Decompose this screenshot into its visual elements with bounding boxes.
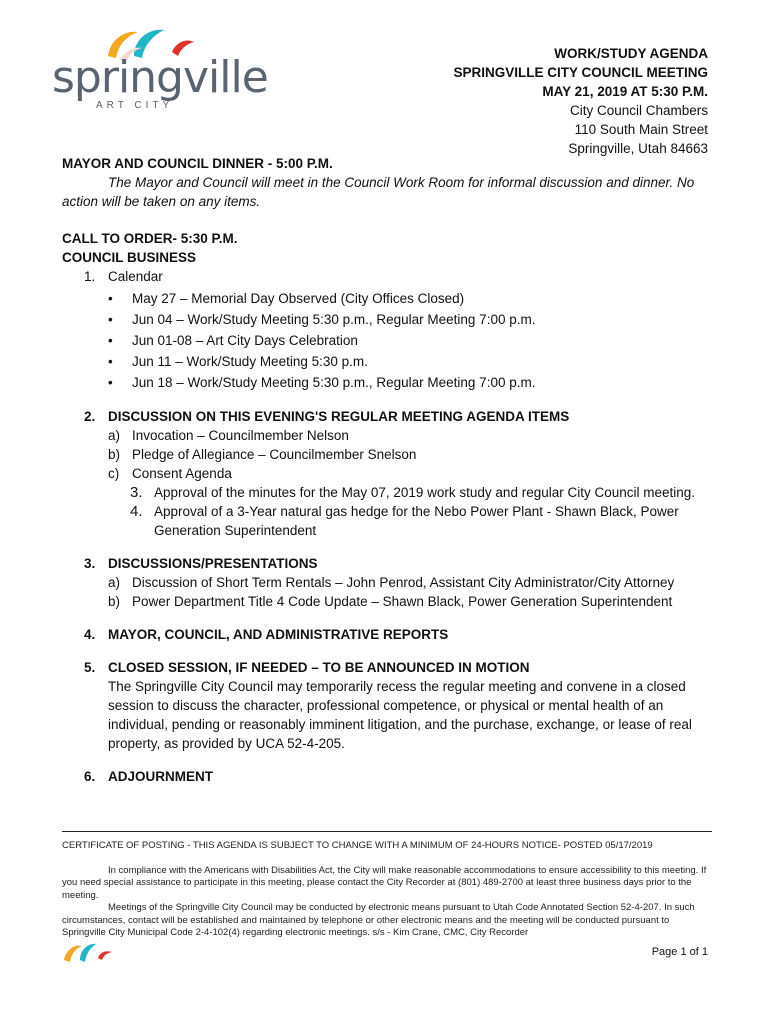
item-number: 4.: [84, 627, 96, 642]
consent-item-gas-hedge: 4. Approval of a 3-Year natural gas hedge for the Nebo Power Plant - Shawn Black, Power Generation Superintendent: [130, 503, 679, 538]
bullet-icon: •: [108, 312, 113, 327]
item-title: ADJOURNMENT: [108, 769, 214, 784]
closed-session-text: The Springville City Council may temporarily recess the regular meeting and convene in a closed session to discuss the character, professional competence, or physical or mental health of an individual, pending or reasonably imminent litigation, and the purchase, exchange, or lease of real property, as provided by UCA 52-4-205.: [108, 679, 692, 751]
bullet-icon: •: [108, 291, 113, 306]
subitem-invocation: a) Invocation – Councilmember Nelson: [108, 428, 349, 443]
calendar-list: [62, 288, 712, 393]
agenda-item-closed-session: [62, 658, 712, 677]
logo-subtitle: ART CITY: [96, 100, 174, 111]
agenda-item-adjournment: [62, 767, 712, 786]
agenda-item-calendar: [62, 267, 712, 286]
agenda-body: [62, 154, 712, 786]
subitem-short-term-rentals: a) Discussion of Short Term Rentals – John Penrod, Assistant City Administrator/City Attorney: [108, 575, 675, 590]
bullet-icon: •: [108, 375, 113, 390]
council-business-heading: COUNCIL BUSINESS: [62, 250, 197, 265]
springville-logo: [50, 26, 290, 116]
list-item: • Jun 04 – Work/Study Meeting 5:30 p.m., Regular Meeting 7:00 p.m.: [108, 309, 712, 330]
agenda-item-presentations: [62, 554, 712, 573]
meeting-city: Springville, Utah 84663: [568, 141, 708, 156]
item-number: 3.: [84, 556, 96, 571]
meeting-name: SPRINGVILLE CITY COUNCIL MEETING: [453, 65, 708, 80]
ada-notice: In compliance with the Americans with Disabilities Act, the City will make reasonable accommodations to ensure accessibility to this meeting. If you need special assistance to participate in this meeting, please contact the City Recorder at (801) 489-2700 at least three business days prior to the meeting.: [62, 864, 707, 901]
footer: [62, 840, 712, 940]
consent-items: [62, 483, 712, 540]
meeting-address: 110 South Main Street: [574, 122, 708, 137]
agenda-item-reports: [62, 625, 712, 644]
dinner-text: The Mayor and Council will meet in the Council Work Room for informal discussion and dinner. No action will be taken on any items.: [62, 175, 695, 209]
presentation-subitems: [62, 573, 712, 611]
item-number: 2.: [84, 409, 96, 424]
call-to-order: CALL TO ORDER- 5:30 P.M.: [62, 231, 238, 246]
dinner-heading: MAYOR AND COUNCIL DINNER - 5:00 P.M.: [62, 156, 333, 171]
item-number: 1.: [84, 269, 96, 284]
item-number: 5.: [84, 660, 96, 675]
agenda-header: [453, 44, 708, 158]
item-title: CLOSED SESSION, IF NEEDED – TO BE ANNOUNCED IN MOTION: [108, 660, 530, 675]
subitem-pledge: b) Pledge of Allegiance – Councilmember Snelson: [108, 447, 417, 462]
subitem-consent: c) Consent Agenda: [108, 466, 232, 481]
discussion-subitems: [62, 426, 712, 483]
bullet-icon: •: [108, 333, 113, 348]
meeting-location: City Council Chambers: [569, 103, 708, 118]
certificate-of-posting: CERTIFICATE OF POSTING - THIS AGENDA IS SUBJECT TO CHANGE WITH A MINIMUM OF 24-HOURS NOTICE- POSTED 05/17/2019: [62, 840, 653, 851]
page-number: Page 1 of 1: [651, 946, 708, 958]
subitem-power-code: b) Power Department Title 4 Code Update – Shawn Black, Power Generation Superintendent: [108, 594, 673, 609]
agenda-item-discussion: [62, 407, 712, 426]
list-item: • Jun 01-08 – Art City Days Celebration: [108, 330, 712, 351]
list-item: • May 27 – Memorial Day Observed (City Offices Closed): [108, 288, 712, 309]
meeting-date: MAY 21, 2019 AT 5:30 P.M.: [542, 84, 708, 99]
item-title: DISCUSSIONS/PRESENTATIONS: [108, 556, 318, 571]
item-title: Calendar: [108, 269, 163, 284]
logo-wordmark: springville: [52, 52, 268, 103]
consent-item-minutes: 3. Approval of the minutes for the May 07, 2019 work study and regular City Council meeting.: [130, 484, 696, 501]
list-item: • Jun 11 – Work/Study Meeting 5:30 p.m.: [108, 351, 712, 372]
agenda-type: WORK/STUDY AGENDA: [554, 46, 708, 61]
electronic-meeting-notice: Meetings of the Springville City Council may be conducted by electronic means pursuant to Utah Code Annotated Section 52-4-207. In such circumstances, contact will be established and maintained by telephone or other electronic means and the meeting will be conducted pursuant to Springville City Municipal Code 2-4-102(4) regarding electronic meetings. s/s - Kim Crane, CMC, City Recorder: [62, 902, 695, 938]
footer-logo-icon: [62, 942, 114, 969]
bullet-icon: •: [108, 354, 113, 369]
list-item: • Jun 18 – Work/Study Meeting 5:30 p.m., Regular Meeting 7:00 p.m.: [108, 372, 712, 393]
item-title: MAYOR, COUNCIL, AND ADMINISTRATIVE REPORTS: [108, 627, 449, 642]
item-title: DISCUSSION ON THIS EVENING'S REGULAR MEETING AGENDA ITEMS: [108, 409, 570, 424]
item-number: 6.: [84, 769, 96, 784]
footer-divider: [62, 831, 712, 832]
